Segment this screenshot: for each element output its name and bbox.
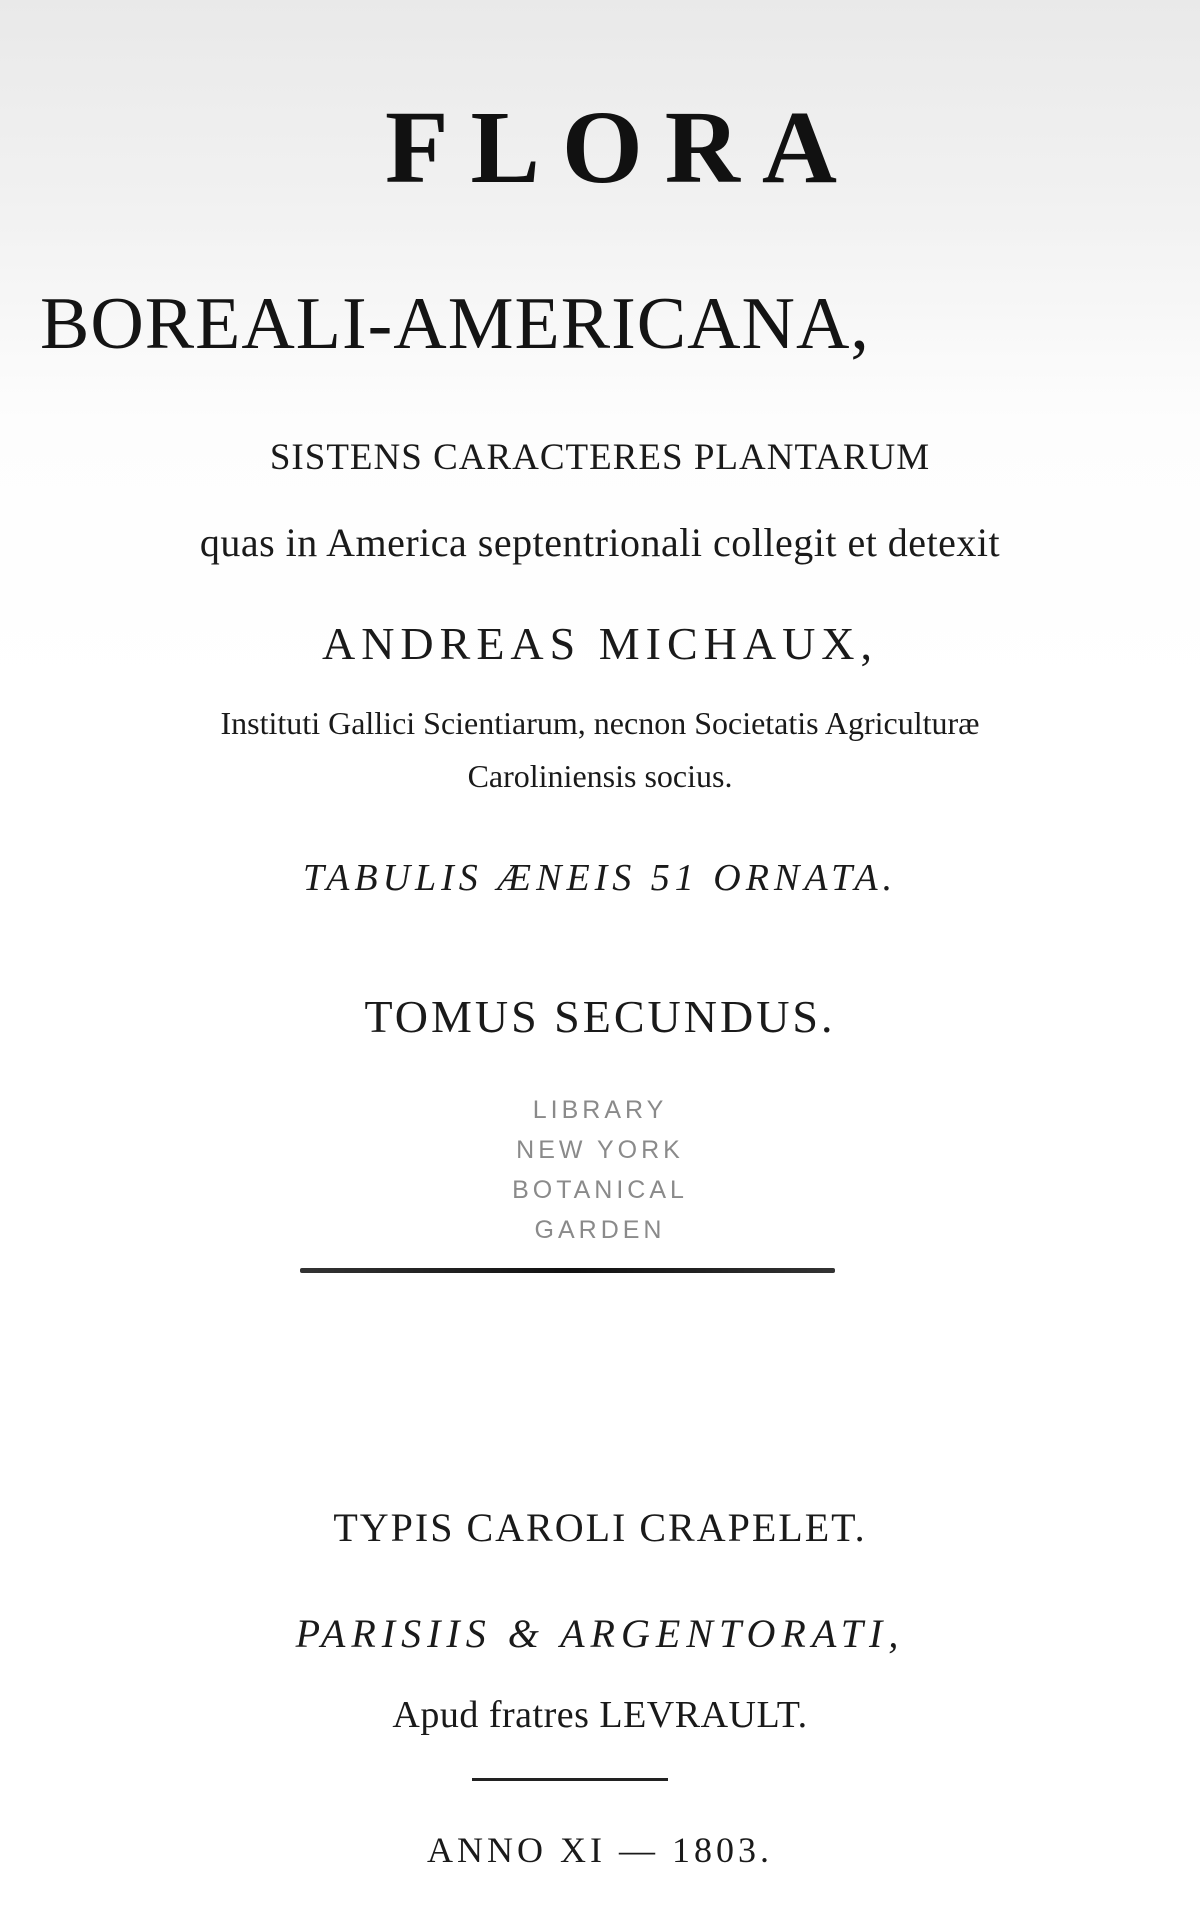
library-stamp (0, 1090, 1200, 1250)
subtitle-line-1: SISTENS CARACTERES PLANTARUM (269, 437, 931, 478)
stamp-line-3: BOTANICAL (512, 1176, 688, 1204)
author-name: ANDREAS MICHAUX, (321, 618, 879, 669)
main-title: FLORA (385, 90, 859, 205)
plates-note: TABULIS ÆNEIS 51 ORNATA. (302, 857, 898, 899)
subtitle-line-2: quas in America septentrionali collegit et detexit (199, 520, 1001, 565)
divider-rule-thin (472, 1778, 668, 1781)
date-line: ANNO XI — 1803. (427, 1830, 773, 1870)
printer-line: TYPIS CAROLI CRAPELET. (333, 1505, 867, 1550)
divider-rule-thick (300, 1268, 835, 1273)
author-affiliation-line-2: Caroliniensis socius. (467, 758, 733, 794)
sub-title: BOREALI-AMERICANA, (40, 283, 870, 365)
stamp-line-4: GARDEN (534, 1216, 666, 1244)
places-line: PARISIIS & ARGENTORATI, (295, 1611, 905, 1656)
stamp-line-2: NEW YORK (516, 1136, 684, 1164)
author-affiliation-line-1: Instituti Gallici Scientiarum, necnon Societatis Agriculturæ (220, 705, 980, 741)
volume-label: TOMUS SECUNDUS. (364, 991, 836, 1042)
publisher-line: Apud fratres LEVRAULT. (392, 1694, 808, 1736)
stamp-line-1: LIBRARY (532, 1096, 668, 1124)
